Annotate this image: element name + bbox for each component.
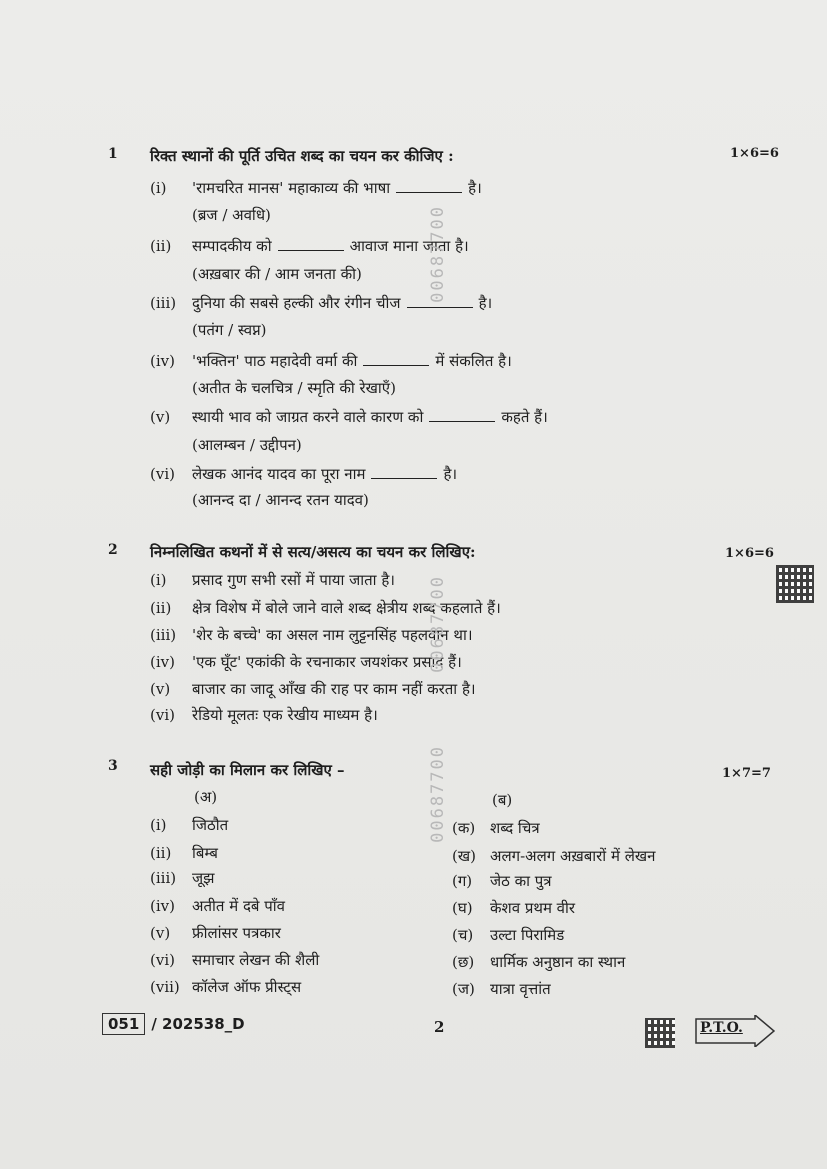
- q1-item-1-options: (ब्रज / अवधि): [192, 206, 271, 224]
- q2-item-3: (iii) 'शेर के बच्चे' का असल नाम लुट्टनसिंह पहलवान था।: [150, 626, 473, 644]
- q3-left-6: (vi) समाचार लेखन की शैली: [150, 951, 320, 969]
- q2-item-6: (vi) रेडियो मूलतः एक रेखीय माध्यम है।: [150, 706, 378, 724]
- q2-item-2: (ii) क्षेत्र विशेष में बोले जाने वाले शब्द क्षेत्रीय शब्द कहलाते हैं।: [150, 599, 501, 617]
- q2-marks: 1×6=6: [725, 546, 774, 561]
- q1-marks: 1×6=6: [730, 146, 779, 161]
- q2-title: निम्नलिखित कथनों में से सत्य/असत्य का चयन कर लिखिए:: [150, 543, 476, 561]
- q3-title: सही जोड़ी का मिलान कर लिखिए –: [150, 761, 345, 779]
- watermark-2: 00687700: [428, 575, 448, 673]
- q3-left-1: (i) जिठौत: [150, 816, 229, 834]
- q3-number: 3: [108, 758, 118, 774]
- page-number: 2: [434, 1018, 445, 1036]
- q3-right-2: (ख) अलग-अलग अख़बारों में लेखन: [452, 847, 656, 865]
- q3-left-2: (ii) बिम्ब: [150, 844, 218, 862]
- q3-marks: 1×7=7: [722, 766, 771, 781]
- q1-item-6: (vi) लेखक आनंद यादव का पूरा नाम है।: [150, 465, 458, 483]
- q1-item-5: (v) स्थायी भाव को जाग्रत करने वाले कारण को कहते हैं।: [150, 408, 548, 426]
- q3-left-5: (v) फ्रीलांसर पत्रकार: [150, 924, 281, 942]
- q1-number: 1: [108, 146, 118, 162]
- q3-column-b-heading: (ब): [492, 791, 513, 809]
- q1-item-5-options: (आलम्बन / उद्दीपन): [192, 436, 302, 454]
- q3-right-5: (च) उल्टा पिरामिड: [452, 926, 565, 944]
- q1-title: रिक्त स्थानों की पूर्ति उचित शब्द का चयन कर कीजिए :: [150, 147, 454, 165]
- q1-item-1: (i) 'रामचरित मानस' महाकाव्य की भाषा है।: [150, 179, 482, 197]
- q3-left-7: (vii) कॉलेज ऑफ प्रीस्ट्स: [150, 978, 302, 996]
- qr-code-icon: [776, 565, 814, 603]
- pto-label: P.T.O.: [700, 1020, 743, 1036]
- paper-id: / 202538_D: [151, 1015, 245, 1033]
- q1-item-4-options: (अतीत के चलचित्र / स्मृति की रेखाएँ): [192, 379, 396, 397]
- q1-item-2: (ii) सम्पादकीय को आवाज माना जाता है।: [150, 237, 469, 255]
- paper-code: [102, 1015, 245, 1033]
- q1-item-4: (iv) 'भक्तिन' पाठ महादेवी वर्मा की में संकलित है।: [150, 352, 512, 370]
- barcode-icon: [645, 1018, 675, 1048]
- paper-code-box: 051: [102, 1013, 145, 1035]
- q2-item-1: (i) प्रसाद गुण सभी रसों में पाया जाता है।: [150, 571, 395, 589]
- q3-left-3: (iii) जूझ: [150, 869, 215, 887]
- q2-item-5: (v) बाजार का जादू आँख की राह पर काम नहीं करता है।: [150, 680, 476, 698]
- q3-right-3: (ग) जेठ का पुत्र: [452, 872, 552, 890]
- q3-right-7: (ज) यात्रा वृत्तांत: [452, 980, 551, 998]
- q3-left-4: (iv) अतीत में दबे पाँव: [150, 897, 285, 915]
- q2-item-4: (iv) 'एक घूँट' एकांकी के रचनाकार जयशंकर प्रसाद हैं।: [150, 653, 462, 671]
- q1-item-2-options: (अख़बार की / आम जनता की): [192, 265, 362, 283]
- q3-right-1: (क) शब्द चित्र: [452, 819, 540, 837]
- q1-item-3-options: (पतंग / स्वप्न): [192, 321, 267, 339]
- watermark-3: 00687700: [428, 745, 448, 843]
- q3-right-6: (छ) धार्मिक अनुष्ठान का स्थान: [452, 953, 626, 971]
- q1-item-6-options: (आनन्द दा / आनन्द रतन यादव): [192, 491, 369, 509]
- q3-right-4: (घ) केशव प्रथम वीर: [452, 899, 576, 917]
- q1-item-3: (iii) दुनिया की सबसे हल्की और रंगीन चीज है।: [150, 294, 493, 312]
- q2-number: 2: [108, 542, 118, 558]
- q3-column-a-heading: (अ): [194, 788, 218, 806]
- watermark-1: 00687700: [428, 205, 448, 303]
